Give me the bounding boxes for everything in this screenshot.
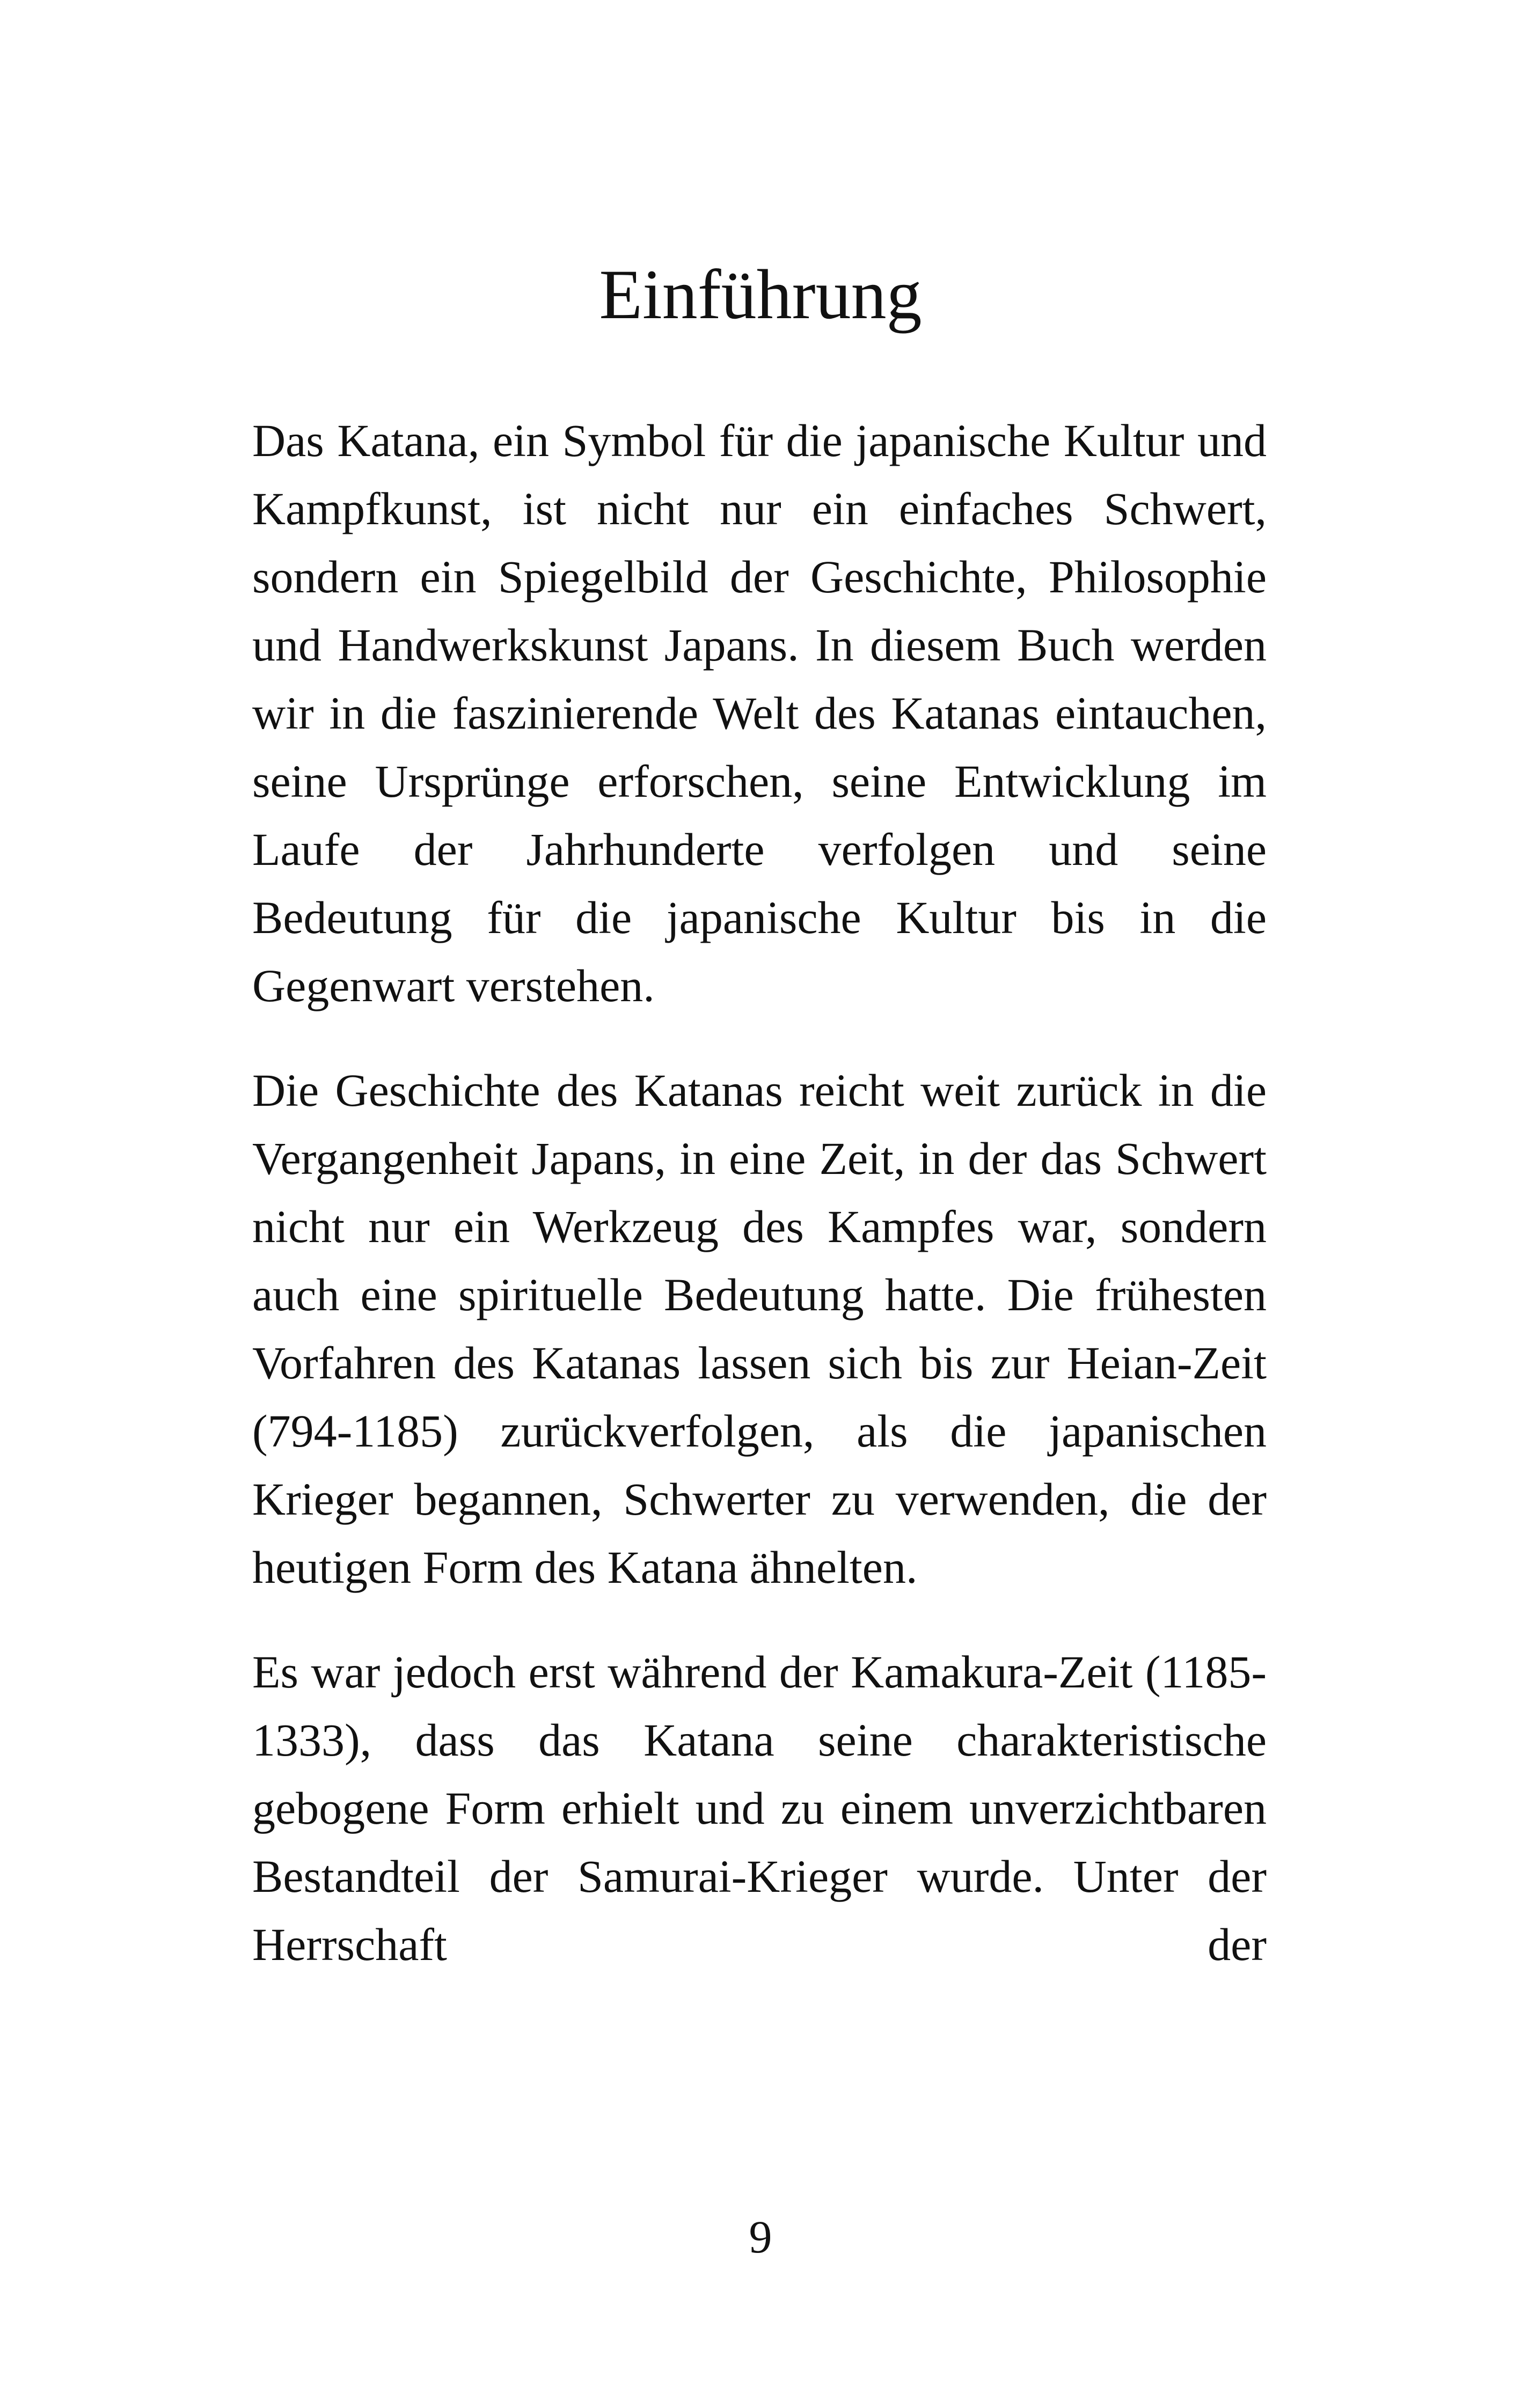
page-number: 9 xyxy=(749,2211,772,2263)
paragraph-kamakura: Es war jedoch erst während der Kamakura-Zeit (1185-1333), dass das Katana seine charakteristische gebogene Form erhielt und zu einem unverzichtbaren Bestandteil der Samurai-Krieger wurde. Unter der Herrschaft der xyxy=(252,1646,1267,1970)
chapter-title: Einführung xyxy=(599,255,922,334)
body-text xyxy=(252,407,1267,2015)
paragraph-intro: Das Katana, ein Symbol für die japanische Kultur und Kampfkunst, ist nicht nur ein einfaches Schwert, sondern ein Spiegelbild der Geschichte, Philosophie und Handwerkskunst Japans. In diesem Buch werden wir in die faszinierende Welt des Katanas eintauchen, seine Ursprünge erforschen, seine Entwicklung im Laufe der Jahrhunderte verfolgen und seine Bedeutung für die japanische Kultur bis in die Gegenwart verstehen. xyxy=(252,415,1267,1011)
paragraph-history: Die Geschichte des Katanas reicht weit zurück in die Vergangenheit Japans, in eine Zeit, in der das Schwert nicht nur ein Werkzeug des Kampfes war, sondern auch eine spirituelle Bedeutung hatte. Die frühesten Vorfahren des Katanas lassen sich bis zur Heian-Zeit (794-1185) zurückverfolgen, als die japanischen Krieger begannen, Schwerter zu verwenden, die der heutigen Form des Katana ähnelten. xyxy=(252,1064,1267,1593)
